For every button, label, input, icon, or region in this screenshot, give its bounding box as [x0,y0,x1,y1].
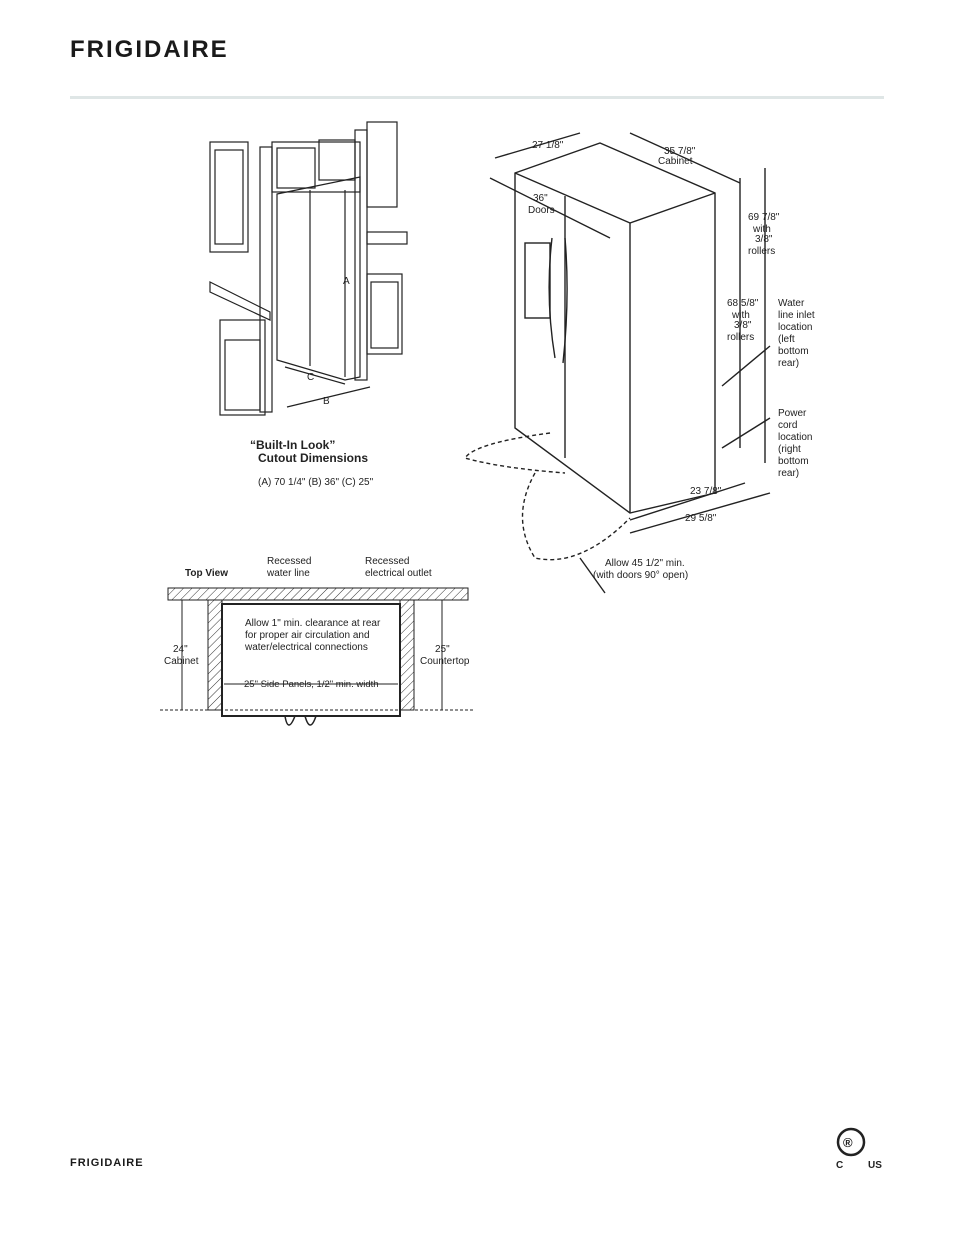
countertop-depth: 25" [435,644,450,655]
cabinet-depth: 24" [173,644,188,655]
water-line-2: water line [267,568,310,579]
height-1-rollers: rollers [748,246,776,257]
height-2-rollers: rollers [727,332,755,343]
depth-top: 27 1/8" [532,140,564,151]
refrigerator-dimensions-diagram [460,128,840,603]
side-panel-right [400,600,414,710]
depth-2: 29 5/8" [685,513,717,524]
height-1-frac: 3/8" [755,234,773,245]
clearance-note-2: for proper air circulation and [245,630,370,641]
top-view-title: Top View [185,568,228,579]
svg-text:cord: cord [778,420,798,431]
doors-width: 36" [533,193,548,204]
built-in-title-2: Cutout Dimensions [258,451,368,465]
upper-cabinet-left [210,142,248,252]
svg-text:location: location [778,432,813,443]
header-divider [70,96,884,99]
height-2-with: with [732,310,750,321]
svg-text:US: US [868,1160,882,1171]
elec-outlet-2: electrical outlet [365,568,432,579]
dim-label-b: B [323,396,330,407]
svg-text:location: location [778,322,813,333]
svg-text:(left: (left [778,334,795,345]
side-panel-left [208,600,222,710]
svg-text:®: ® [843,1135,853,1150]
built-in-title-1: “Built-In Look” [250,438,336,452]
svg-text:Water: Water [778,298,805,309]
elec-outlet-1: Recessed [365,556,410,567]
clearance-note-3: water/electrical connections [245,642,368,653]
water-line-1: Recessed [267,556,312,567]
dim-label-a: A [343,276,350,287]
top-view-diagram [160,552,475,737]
svg-text:line inlet: line inlet [778,310,815,321]
clearance-note-1: Allow 1" min. clearance at rear [245,618,381,629]
svg-text:(right: (right [778,444,801,455]
side-panels-note: 25" Side Panels, 1/2" min. width [244,679,379,690]
cabinet-word: Cabinet [658,156,693,167]
depth-1: 23 7/8" [690,486,722,497]
cabinet-depth-label: Cabinet [164,656,199,667]
dispenser [525,243,550,318]
built-in-cutout-diagram [195,112,425,497]
svg-text:Power: Power [778,408,807,419]
door-clearance-2: (with doors 90° open) [593,570,689,581]
power-cord-note [778,408,812,479]
svg-text:rear): rear) [778,358,800,369]
brand-logo-footer: FRIGIDAIRE [70,1157,144,1169]
svg-text:rear): rear) [778,468,800,479]
lower-cabinet-left [220,320,265,415]
doors-word: Doors [528,205,555,216]
csa-certification-icon [836,1126,886,1174]
height-2: 68 5/8" [727,298,759,309]
water-line-note [778,298,815,369]
dim-label-c: C [307,372,315,383]
height-2-frac: 3/8" [734,320,752,331]
cabinet-width: 35 7/8" [664,146,696,157]
height-1-with: with [753,224,771,235]
built-in-dims: (A) 70 1/4" (B) 36" (C) 25" [258,477,374,488]
svg-text:bottom: bottom [778,456,809,467]
svg-text:bottom: bottom [778,346,809,357]
height-1: 69 7/8" [748,212,780,223]
countertop-depth-label: Countertop [420,656,470,667]
brand-logo: FRIGIDAIRE [70,36,229,63]
svg-text:C: C [836,1160,844,1171]
rear-wall [168,588,468,600]
upper-cabinet-over [272,142,360,192]
door-clearance-1: Allow 45 1/2" min. [605,558,685,569]
